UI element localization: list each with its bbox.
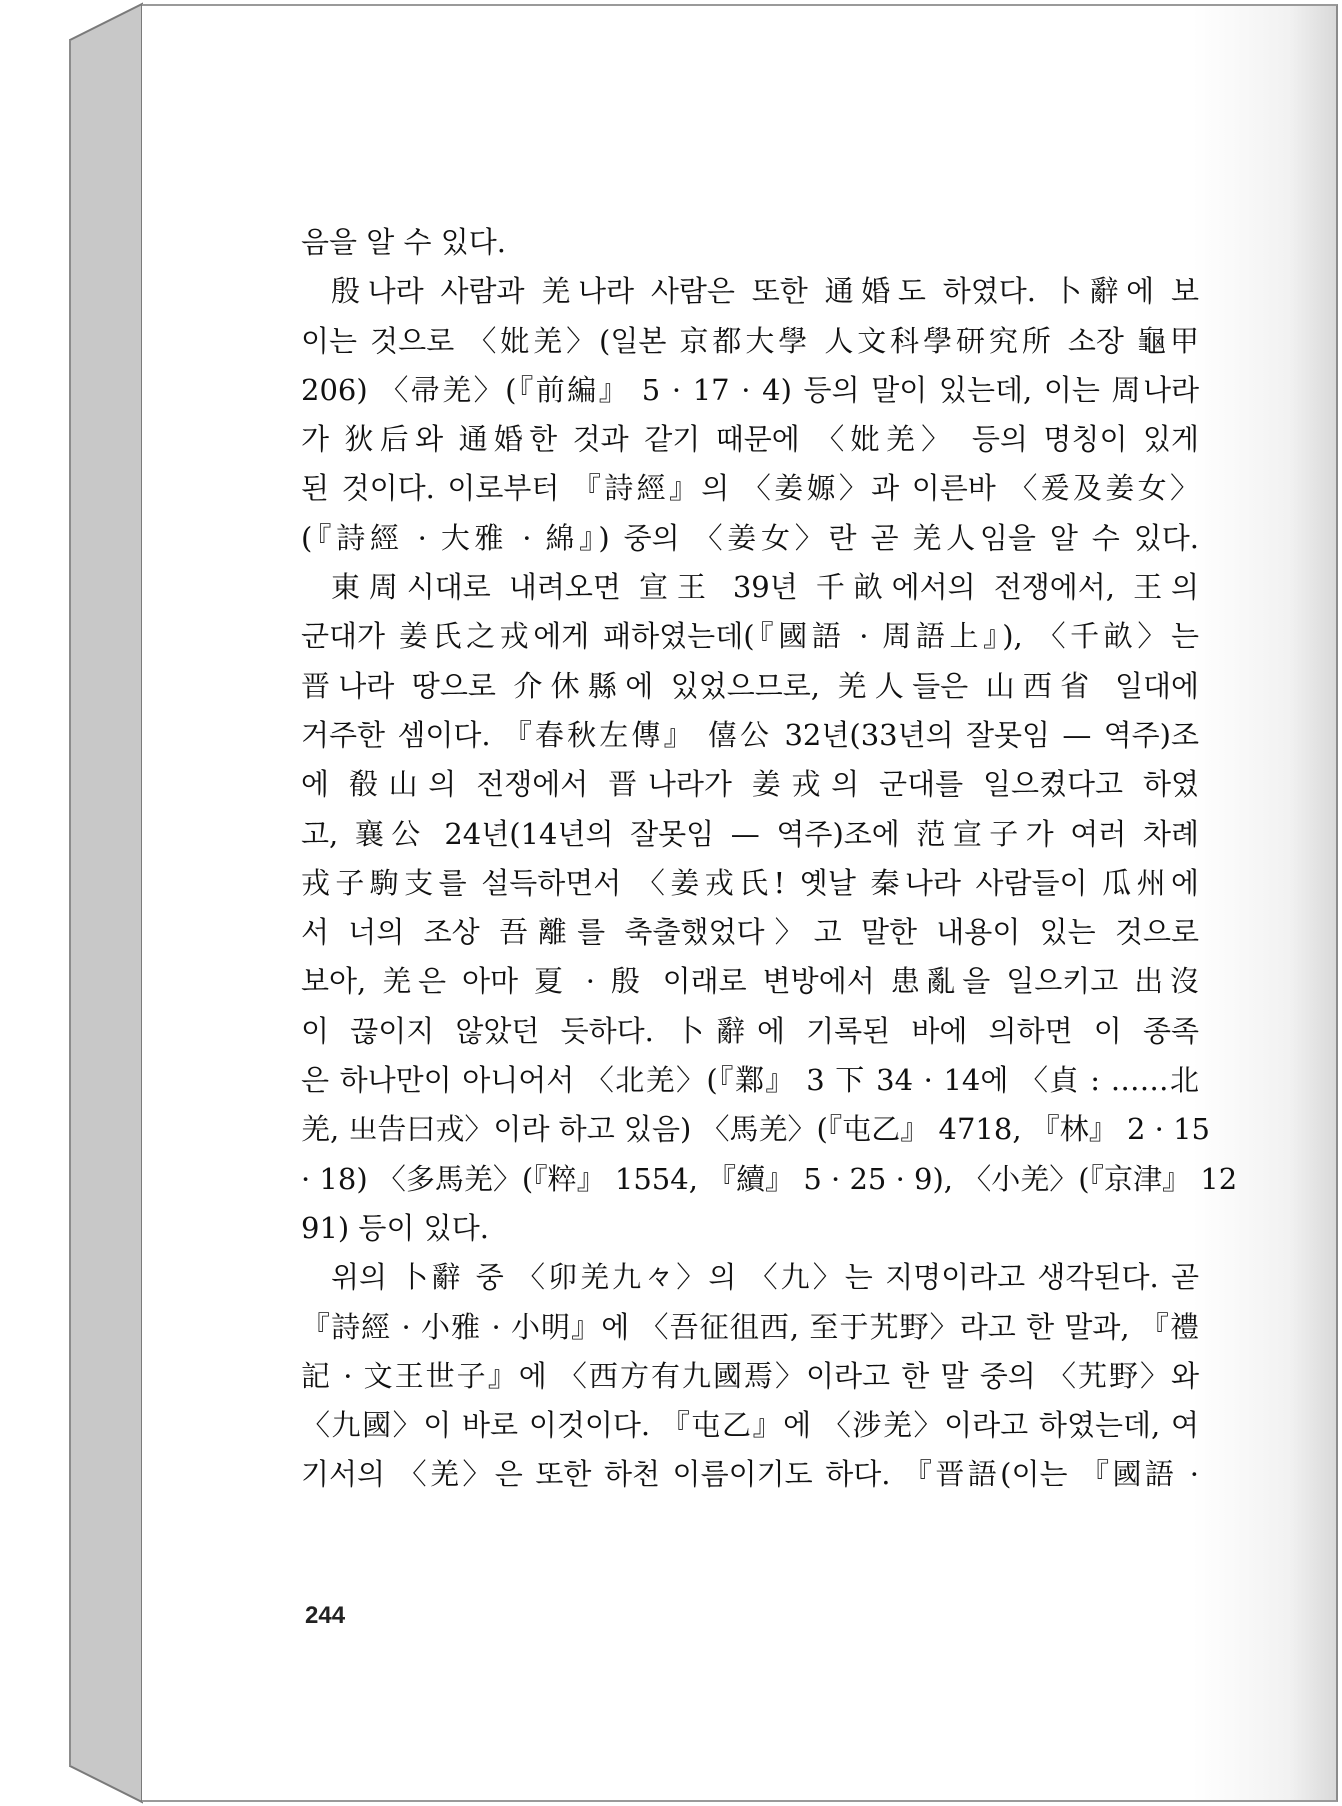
text-line: 이 끊이지 않았던 듯하다. 卜辭에 기록된 바에 의하면 이 종족 [301, 1013, 1199, 1048]
text-line: 206) 〈帚羌〉(『前編』 5 · 17 · 4) 등의 말이 있는데, 이는 周나라 [301, 372, 1199, 407]
text-line: 에 殽山의 전쟁에서 晋나라가 姜戎의 군대를 일으켰다고 하였 [301, 767, 1199, 802]
text-line: 殷나라 사람과 羌나라 사람은 또한 通婚도 하였다. 卜辭에 보 [331, 274, 1199, 309]
text-line: 위의 卜辭 중 〈卯羌九𠚤〉의 〈九〉는 지명이라고 생각된다. 곧 [331, 1260, 1199, 1295]
text-line: 戎子駒支를 설득하면서 〈姜戎氏! 옛날 秦나라 사람들이 瓜州에 [301, 865, 1199, 900]
text-line: 고, 襄公 24년(14년의 잘못임 — 역주)조에 范宣子가 여러 차례 [301, 816, 1199, 851]
text-line: 記 · 文王世子』에 〈西方有九國焉〉이라고 한 말 중의 〈艽野〉와 [301, 1358, 1199, 1393]
text-line: 된 것이다. 이로부터 『詩經』의 〈姜嫄〉과 이른바 〈爰及姜女〉 [301, 471, 1199, 506]
text-line: 이는 것으로 〈妣羌〉(일본 京都大學 人文科學研究所 소장 龜甲 [301, 323, 1199, 358]
text-line: (『詩經 · 大雅 · 綿』) 중의 〈姜女〉란 곧 羌人임을 알 수 있다. [301, 520, 1199, 555]
text-line: 거주한 셈이다. 『春秋左傳』 僖公 32년(33년의 잘못임 — 역주)조 [301, 717, 1199, 752]
text-line: 〈九國〉이 바로 이것이다. 『屯乙』에 〈涉羌〉이라고 하였는데, 여 [301, 1408, 1199, 1443]
text-line: 군대가 姜氏之戎에게 패하였는데(『國語 · 周語上』), 〈千畝〉는 [301, 619, 1199, 654]
text-line: 기서의 〈羌〉은 또한 하천 이름이기도 하다. 『晋語(이는 『國語 · [301, 1457, 1199, 1492]
text-line: 음을 알 수 있다. [301, 225, 506, 259]
text-line: 은 하나만이 아니어서 〈北羌〉(『鄴』 3 下 34 · 14에 〈貞 : ……北 [301, 1063, 1199, 1098]
page-number: 244 [305, 1602, 346, 1629]
text-line: 『詩經 · 小雅 · 小明』에 〈吾征徂西, 至于艽野〉라고 한 말과, 『禮 [301, 1309, 1199, 1344]
text-line: 羌, 㞢告曰戎〉이라 하고 있음) 〈馬羌〉(『屯乙』 4718, 『林』 2 · 15 [301, 1112, 1210, 1147]
text-line: 보아, 羌은 아마 夏 · 殷 이래로 변방에서 患亂을 일으키고 出沒 [301, 964, 1199, 999]
text-line: 서 너의 조상 吾離를 축출했었다〉고 말한 내용이 있는 것으로 [301, 915, 1199, 950]
text-line: 91) 등이 있다. [301, 1210, 489, 1245]
text-line: · 18) 〈多馬羌〉(『粹』 1554, 『續』 5 · 25 · 9), 〈小羌〉(『京津』 12 [301, 1161, 1238, 1196]
body-text [301, 218, 1238, 1500]
text-line: 晋나라 땅으로 介休縣에 있었으므로, 羌人들은 山西省 일대에 [301, 668, 1199, 703]
text-line: 가 狄后와 通婚한 것과 같기 때문에 〈妣羌〉 등의 명칭이 있게 [301, 422, 1199, 457]
text-line: 東周시대로 내려오면 宣王 39년 千畝에서의 전쟁에서, 王의 [331, 570, 1199, 605]
